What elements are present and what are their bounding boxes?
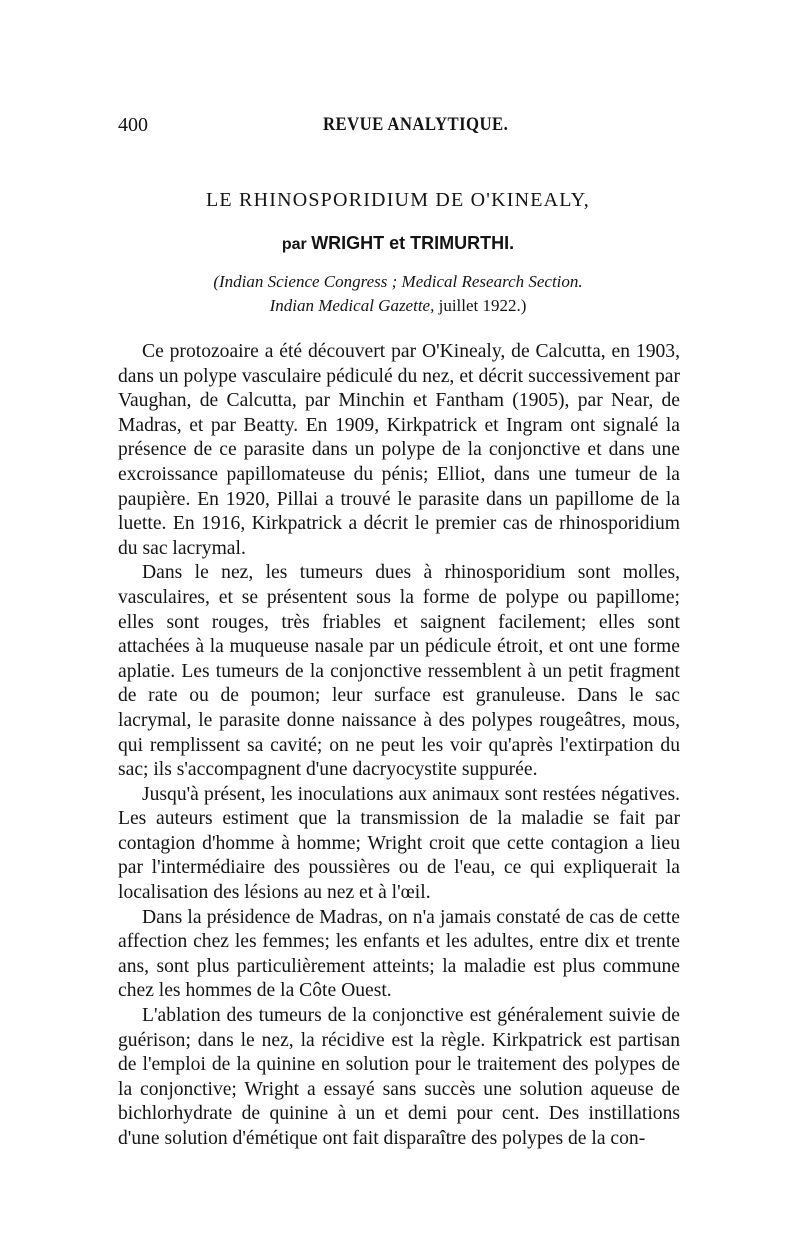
article-title: LE RHINOSPORIDIUM DE O'KINEALY, bbox=[206, 189, 590, 211]
article-body bbox=[118, 340, 680, 1152]
source-line-2 bbox=[118, 294, 678, 318]
source-line-1 bbox=[118, 270, 678, 294]
source-date: juillet 1922.) bbox=[434, 296, 527, 315]
paragraph-2: Dans le nez, les tumeurs dues à rhinosporidium sont molles, vasculaires, et se présentent sous la forme de polype ou papillome; elles sont rouges, très friables et saignent facilement; elles sont attachées à la muqueuse nasale par un pédicule étroit, et ont une forme aplatie. Les tumeurs de la conjonctive ressemblent à un petit fragment de rate ou de poumon; leur surface est granuleuse. Dans le sac lacrymal, le parasite donne naissance à des polypes rougeâtres, mous, qui remplissent sa cavité; on ne peut les voir qu'après l'extirpation du sac; ils s'accompagnent d'une dacryocystite suppurée. bbox=[118, 562, 680, 781]
paragraph-5: L'ablation des tumeurs de la conjonctive est généralement suivie de guérison; dans le nez, la récidive est la règle. Kirkpatrick est partisan de l'emploi de la quinine en solution pour le traitement des polypes de la conjonctive; Wright a essayé sans succès une solution aqueuse de bichlorhydrate de quinine à un et demi pour cent. Des instillations d'une solution d'émétique ont fait disparaître des polypes de la con- bbox=[118, 1005, 680, 1149]
authors: WRIGHT et TRIMURTHI. bbox=[311, 233, 515, 253]
page-number: 400 bbox=[118, 114, 148, 136]
paragraph-4: Dans la présidence de Madras, on n'a jamais constaté de cas de cette affection chez les femmes; les enfants et les adultes, entre dix et trente ans, sont plus particulièrement atteints; la maladie est plus commune chez les hommes de la Côte Ouest. bbox=[118, 906, 680, 1002]
paragraph-3: Jusqu'à présent, les inoculations aux animaux sont restées négatives. Les auteurs estiment que la transmission de la maladie se fait par contagion d'homme à homme; Wright croit que cette contagion a lieu par l'intermédiaire des poussières ou de l'eau, ce qui expliquerait la localisation des lésions au nez et à l'œil. bbox=[118, 783, 680, 904]
paragraph-1: Ce protozoaire a été découvert par O'Kinealy, de Calcutta, en 1903, dans un polype vasculaire pédiculé du nez, et décrit successivement par Vaughan, de Calcutta, par Minchin et Fantham (1905), par Near, de Madras, et par Beatty. En 1909, Kirkpatrick et Ingram ont signalé la présence de ce parasite dans un polype de la conjonctive et dans une excroissance papillomateuse du pénis; Elliot, dans une tumeur de la paupière. En 1920, Pillai a trouvé le parasite dans un papillome de la luette. En 1916, Kirkpatrick a décrit le premier cas de rhinosporidium du sac lacrymal. bbox=[118, 341, 680, 559]
source-citation bbox=[118, 270, 678, 318]
byline-prefix: par bbox=[281, 236, 307, 253]
source-congress: (Indian Science Congress ; Medical Research Section. bbox=[213, 272, 583, 291]
source-gazette: Indian Medical Gazette, bbox=[269, 296, 435, 315]
journal-title: REVUE ANALYTIQUE. bbox=[322, 114, 509, 135]
byline bbox=[118, 232, 678, 256]
running-head bbox=[118, 113, 678, 137]
